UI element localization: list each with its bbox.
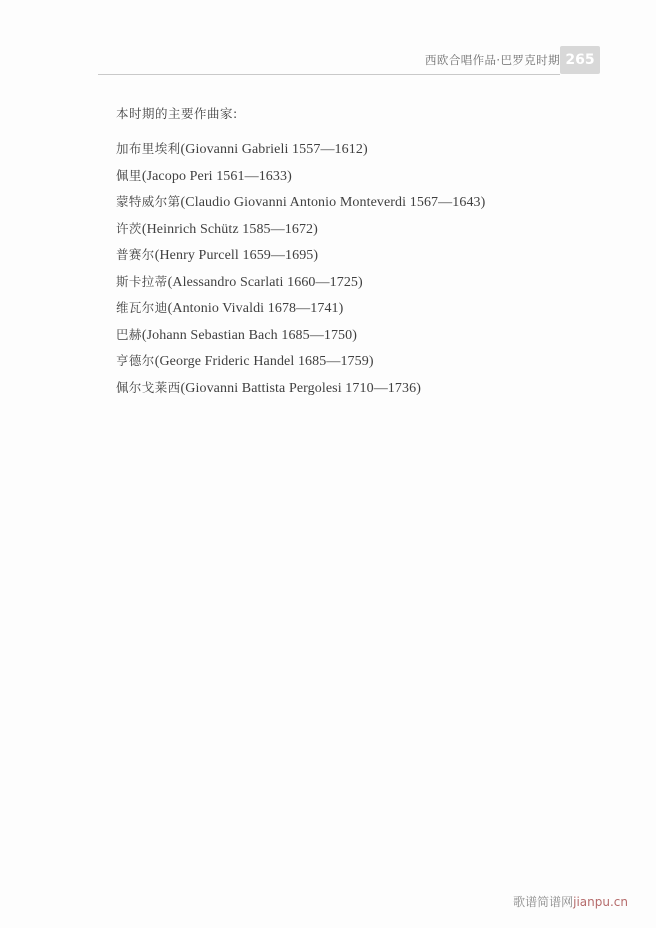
composer-name-latin: (Henry Purcell 1659—1695) — [154, 248, 319, 263]
list-item — [116, 189, 576, 216]
composer-name-latin: (Alessandro Scarlati 1660—1725) — [167, 274, 363, 290]
footer-watermark — [513, 893, 628, 910]
composer-name-cn: 蒙特威尔第 — [116, 194, 181, 209]
page-number: 265 — [565, 52, 595, 68]
list-item — [116, 269, 576, 296]
list-item — [116, 322, 576, 349]
watermark-url: jianpu.cn — [573, 895, 628, 909]
watermark-site-name: 歌谱简谱网 — [513, 895, 574, 909]
page-header — [0, 46, 656, 80]
composer-name-latin: (Giovanni Gabrieli 1557—1612) — [180, 142, 368, 157]
list-item — [116, 136, 576, 163]
composer-name-cn: 维瓦尔迪 — [116, 300, 168, 315]
composer-name-latin: (Johann Sebastian Bach 1685—1750) — [141, 327, 358, 343]
intro-text: 本时期的主要作曲家: — [116, 106, 238, 121]
composer-name-cn: 许茨 — [116, 220, 142, 236]
composer-name-cn: 斯卡拉蒂 — [116, 273, 168, 289]
composer-name-latin: (Claudio Giovanni Antonio Monteverdi 1567—1643) — [180, 195, 486, 210]
composer-name-latin: (Heinrich Schütz 1585—1672) — [141, 221, 318, 237]
list-item — [116, 242, 576, 269]
composer-name-latin: (Jacopo Peri 1561—1633) — [141, 168, 292, 184]
composer-name-cn: 巴赫 — [116, 326, 142, 342]
header-title: 西欧合唱作品·巴罗克时期 — [425, 53, 560, 67]
page-content — [116, 104, 576, 401]
list-item — [116, 295, 576, 322]
composer-list — [116, 136, 576, 401]
list-item — [116, 348, 576, 375]
composer-name-cn: 加布里埃利 — [116, 141, 181, 156]
header-divider — [98, 74, 560, 75]
composer-name-cn: 佩里 — [116, 167, 142, 183]
list-item — [116, 216, 576, 243]
composer-name-cn: 普赛尔 — [116, 247, 155, 262]
composer-name-latin: (Antonio Vivaldi 1678—1741) — [167, 301, 344, 316]
list-item — [116, 375, 576, 402]
composer-name-latin: (George Frideric Handel 1685—1759) — [154, 354, 374, 369]
list-item — [116, 163, 576, 190]
composer-name-cn: 亨德尔 — [116, 353, 155, 368]
composer-name-latin: (Giovanni Battista Pergolesi 1710—1736) — [180, 380, 421, 396]
composer-name-cn: 佩尔戈莱西 — [116, 379, 181, 395]
